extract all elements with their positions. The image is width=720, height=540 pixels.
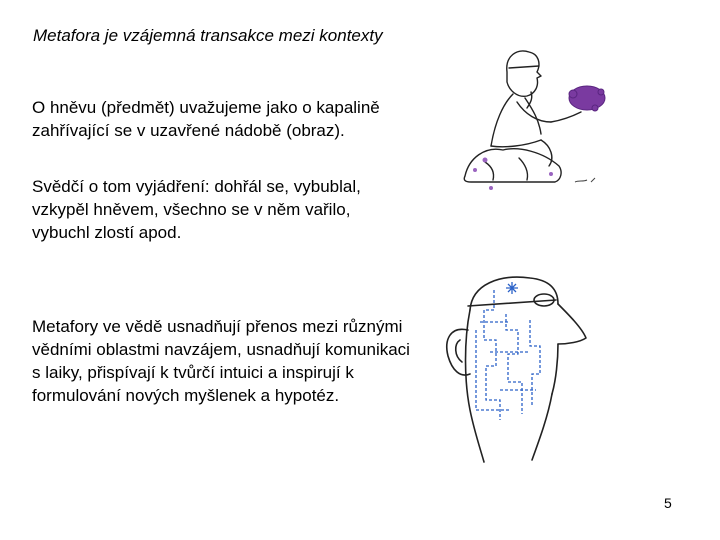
head-with-circuit-illustration (440, 270, 590, 470)
thinking-man-illustration (455, 42, 625, 192)
paragraph-expressions: Svědčí o tom vyjádření: dohřál se, vybublal, vzkypěl hněvem, všechno se v něm vařilo, vybuchl zlostí apod. (32, 177, 361, 242)
slide-title: Metafora je vzájemná transakce mezi kontexty (33, 26, 383, 45)
page-number: 5 (664, 495, 672, 511)
paragraph-anger-metaphor: O hněvu (předmět) uvažujeme jako o kapalině zahřívající se v uzavřené nádobě (obraz). (32, 98, 380, 140)
paragraph-science-metaphors: Metafory ve vědě usnadňují přenos mezi různými vědními oblastmi navzájem, usnadňují komunikaci s laiky, přispívají k tvůrčí intuici a inspirují k formulování nových myšlenek a hypotéz. (32, 317, 410, 405)
